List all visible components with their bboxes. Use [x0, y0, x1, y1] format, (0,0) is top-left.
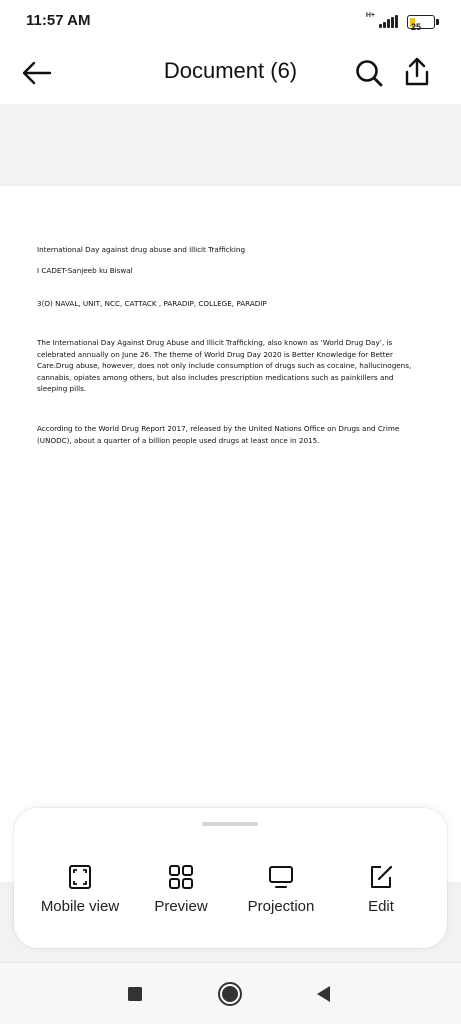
back-triangle-icon — [310, 981, 336, 1007]
grid-icon — [168, 864, 194, 890]
edit-button[interactable] — [331, 864, 431, 915]
monitor-icon — [268, 864, 294, 890]
page-title: Document (6) — [163, 58, 298, 83]
projection-button[interactable] — [231, 864, 331, 915]
preview-button[interactable] — [131, 864, 231, 915]
edit-icon — [368, 864, 394, 890]
document-heading: International Day against drug abuse and illicit Trafficking — [37, 245, 246, 254]
share-icon — [402, 54, 432, 90]
document-page[interactable] — [0, 186, 461, 882]
sheet-drag-handle[interactable] — [202, 822, 258, 826]
share-button[interactable] — [402, 54, 432, 90]
home-button[interactable] — [217, 981, 243, 1007]
document-margin — [0, 104, 461, 186]
home-circle-icon — [217, 981, 243, 1007]
status-bar — [0, 0, 461, 44]
search-button[interactable] — [354, 56, 384, 90]
recents-button[interactable] — [122, 981, 148, 1007]
document-paragraph: According to the World Drug Report 2017, released by the United Nations Office on Drugs and Crime (UNODC), about a quarter of a billion people used drugs at least once in 2015. — [37, 424, 400, 445]
mobile-view-label: Mobile view — [40, 898, 120, 915]
search-icon — [354, 56, 384, 90]
system-back-button[interactable] — [310, 981, 336, 1007]
document-author: I CADET-Sanjeeb ku Biswal — [37, 266, 133, 275]
app-header — [0, 44, 461, 104]
projection-label: Projection — [247, 898, 315, 915]
status-time: 11:57 AM — [26, 12, 91, 29]
edit-label: Edit — [368, 898, 394, 915]
document-paragraph: The International Day Against Drug Abuse and Illicit Trafficking, also known as ‘World Drug Day’, is celebrated annually on June 26. The theme of World Drug Day 2020 is Better Knowledge for Better Care.Drug abuse, however, does not only include consumption of drugs such as cocaine, hallucinogens, cannabis, opiates among others, but also includes prescription medications such as painkillers and sleeping pills. — [37, 338, 412, 393]
battery-icon — [407, 15, 435, 32]
document-unit: 3(O) NAVAL, UNIT, NCC, CATTACK , PARADIP, COLLEGE, PARADIP — [37, 299, 267, 308]
network-type-label: H+ — [365, 12, 375, 19]
recents-square-icon — [122, 981, 148, 1007]
signal-icon — [379, 15, 399, 28]
preview-label: Preview — [154, 898, 208, 915]
status-indicators — [329, 12, 439, 32]
system-nav-bar — [0, 962, 461, 1024]
mobile-view-button[interactable] — [30, 864, 130, 915]
mobile-view-icon — [67, 864, 93, 890]
bottom-sheet — [14, 808, 447, 948]
battery-level: 25 — [411, 22, 422, 32]
